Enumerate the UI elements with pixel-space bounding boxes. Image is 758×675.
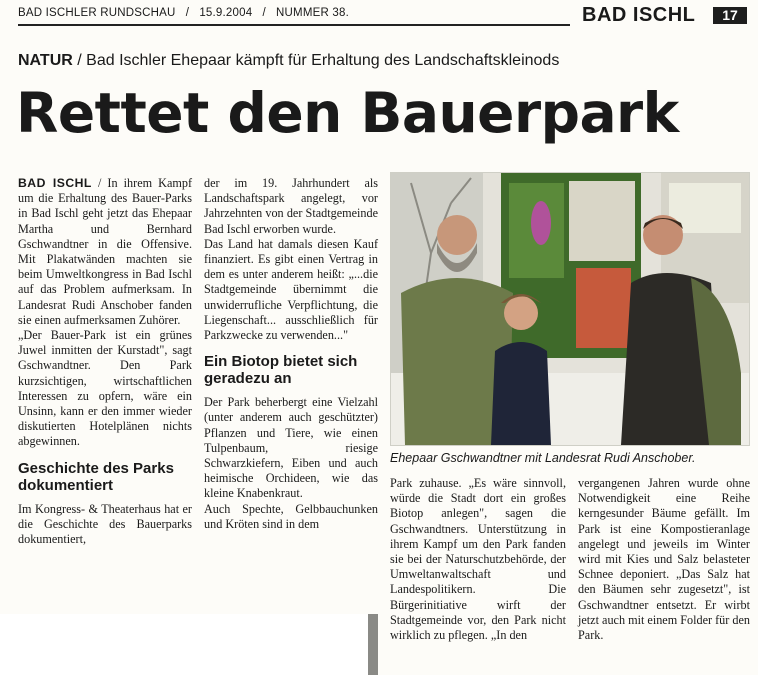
blank-scan-area [0, 614, 368, 675]
column-1 [18, 176, 192, 547]
photo-illustration [391, 173, 749, 445]
page-number: 17 [713, 7, 747, 24]
headline: Rettet den Bauerpark [16, 81, 679, 145]
column-3 [390, 476, 566, 643]
paragraph: Das Land hat damals diesen Kauf finanziert. Es gibt einen Vertrag in dem es unter anderem heißt: „...die Stadtgemeinde übernimmt die unwiderrufliche Verpflichtung, die Liegenschaft... ausschließlich für Parkzwecke zu verwenden..." [204, 236, 378, 343]
paragraph [18, 176, 192, 328]
paragraph-text: / In ihrem Kampf um die Erhaltung des Bauer-Parks in Bad Ischl geht jetzt das Ehepaar Martha und Bernhard Gschwandtner in die Offensive. Mit Plakatwänden machten sie beim Umweltkongress in Bad Ischl auf das Problem aufmerksam. In Landesrat Rudi Anschober fanden sie einen aufmerksamen Zuhörer. [18, 176, 192, 327]
masthead-town: BAD ISCHL [582, 4, 696, 26]
scan-edge [368, 614, 378, 675]
paragraph: Der Park beherbergt eine Vielzahl (unter anderem auch geschützter) Pflanzen und Tiere, wie einen Tulpenbaum, riesige Schwarzkiefern, Eiben und auch heimische Orchideen, wie das kleine Knabenkraut. [204, 395, 378, 501]
kicker-text: / Bad Ischler Ehepaar kämpft für Erhaltung des Landschaftskleinods [72, 52, 560, 69]
ghost-print-through [680, 52, 758, 172]
subheading: Geschichte des Parks dokumentiert [18, 459, 174, 494]
paragraph: Im Kongress- & Theaterhaus hat er die Geschichte des Bauerparks dokumentiert, [18, 501, 192, 547]
photo-caption: Ehepaar Gschwandtner mit Landesrat Rudi Anschober. [390, 451, 696, 465]
paragraph: Auch Spechte, Gelbbauchunken und Kröten sind in dem [204, 501, 378, 531]
paragraph: „Der Bauer-Park ist ein grünes Juwel inmitten der Kurstadt", sagt Gschwandtner. Den Park kurzsichtigen, wirtschaftlichen Interessen zu opfern, wäre ein Unsinn, kann er den immer wieder diskutierten Hotelplänen nichts abgewinnen. [18, 328, 192, 449]
dateline-place: BAD ISCHL [18, 176, 92, 190]
masthead-rule [18, 24, 570, 26]
masthead-info: BAD ISCHLER RUNDSCHAU / 15.9.2004 / NUMMER 38. [18, 7, 349, 19]
news-photo [390, 172, 750, 446]
subheading: Ein Biotop bietet sich geradezu an [204, 353, 358, 388]
kicker [18, 52, 559, 70]
column-2 [204, 176, 378, 532]
paragraph: vergangenen Jahren wurde ohne Notwendigkeit eine Reihe kerngesunder Bäume gefällt. Im Park ist eine Kompostieranlage angelegt und jeweils im Winter wird mit Kies und Salz belasteter Schnee deponiert. „Das Salz hat den Bäumen sehr zugesetzt", ist Gschwandtner entsetzt. Er wirbt jetzt auch mit einem Folder für den Park. [578, 476, 750, 643]
paragraph: der im 19. Jahrhundert als Landschaftspark angelegt, vor Jahrzehnten von der Stadtgemeinde Bad Ischl erworben wurde. [204, 176, 378, 236]
kicker-section: NATUR [18, 52, 73, 69]
column-4 [578, 476, 750, 643]
paragraph: Park zuhause. „Es wäre sinnvoll, würde die Stadt dort ein großes Biotop anlegen", sagen die Gschwandtners. Unterstützung in ihrem Kampf um den Park fanden sie bei der Naturschutzbehörde, der Umweltanwaltschaft und Landespolitikern. Die Bürgerinitiative wirft der Stadtgemeinde vor, den Park nicht wirklich zu pflegen. „In den [390, 476, 566, 643]
